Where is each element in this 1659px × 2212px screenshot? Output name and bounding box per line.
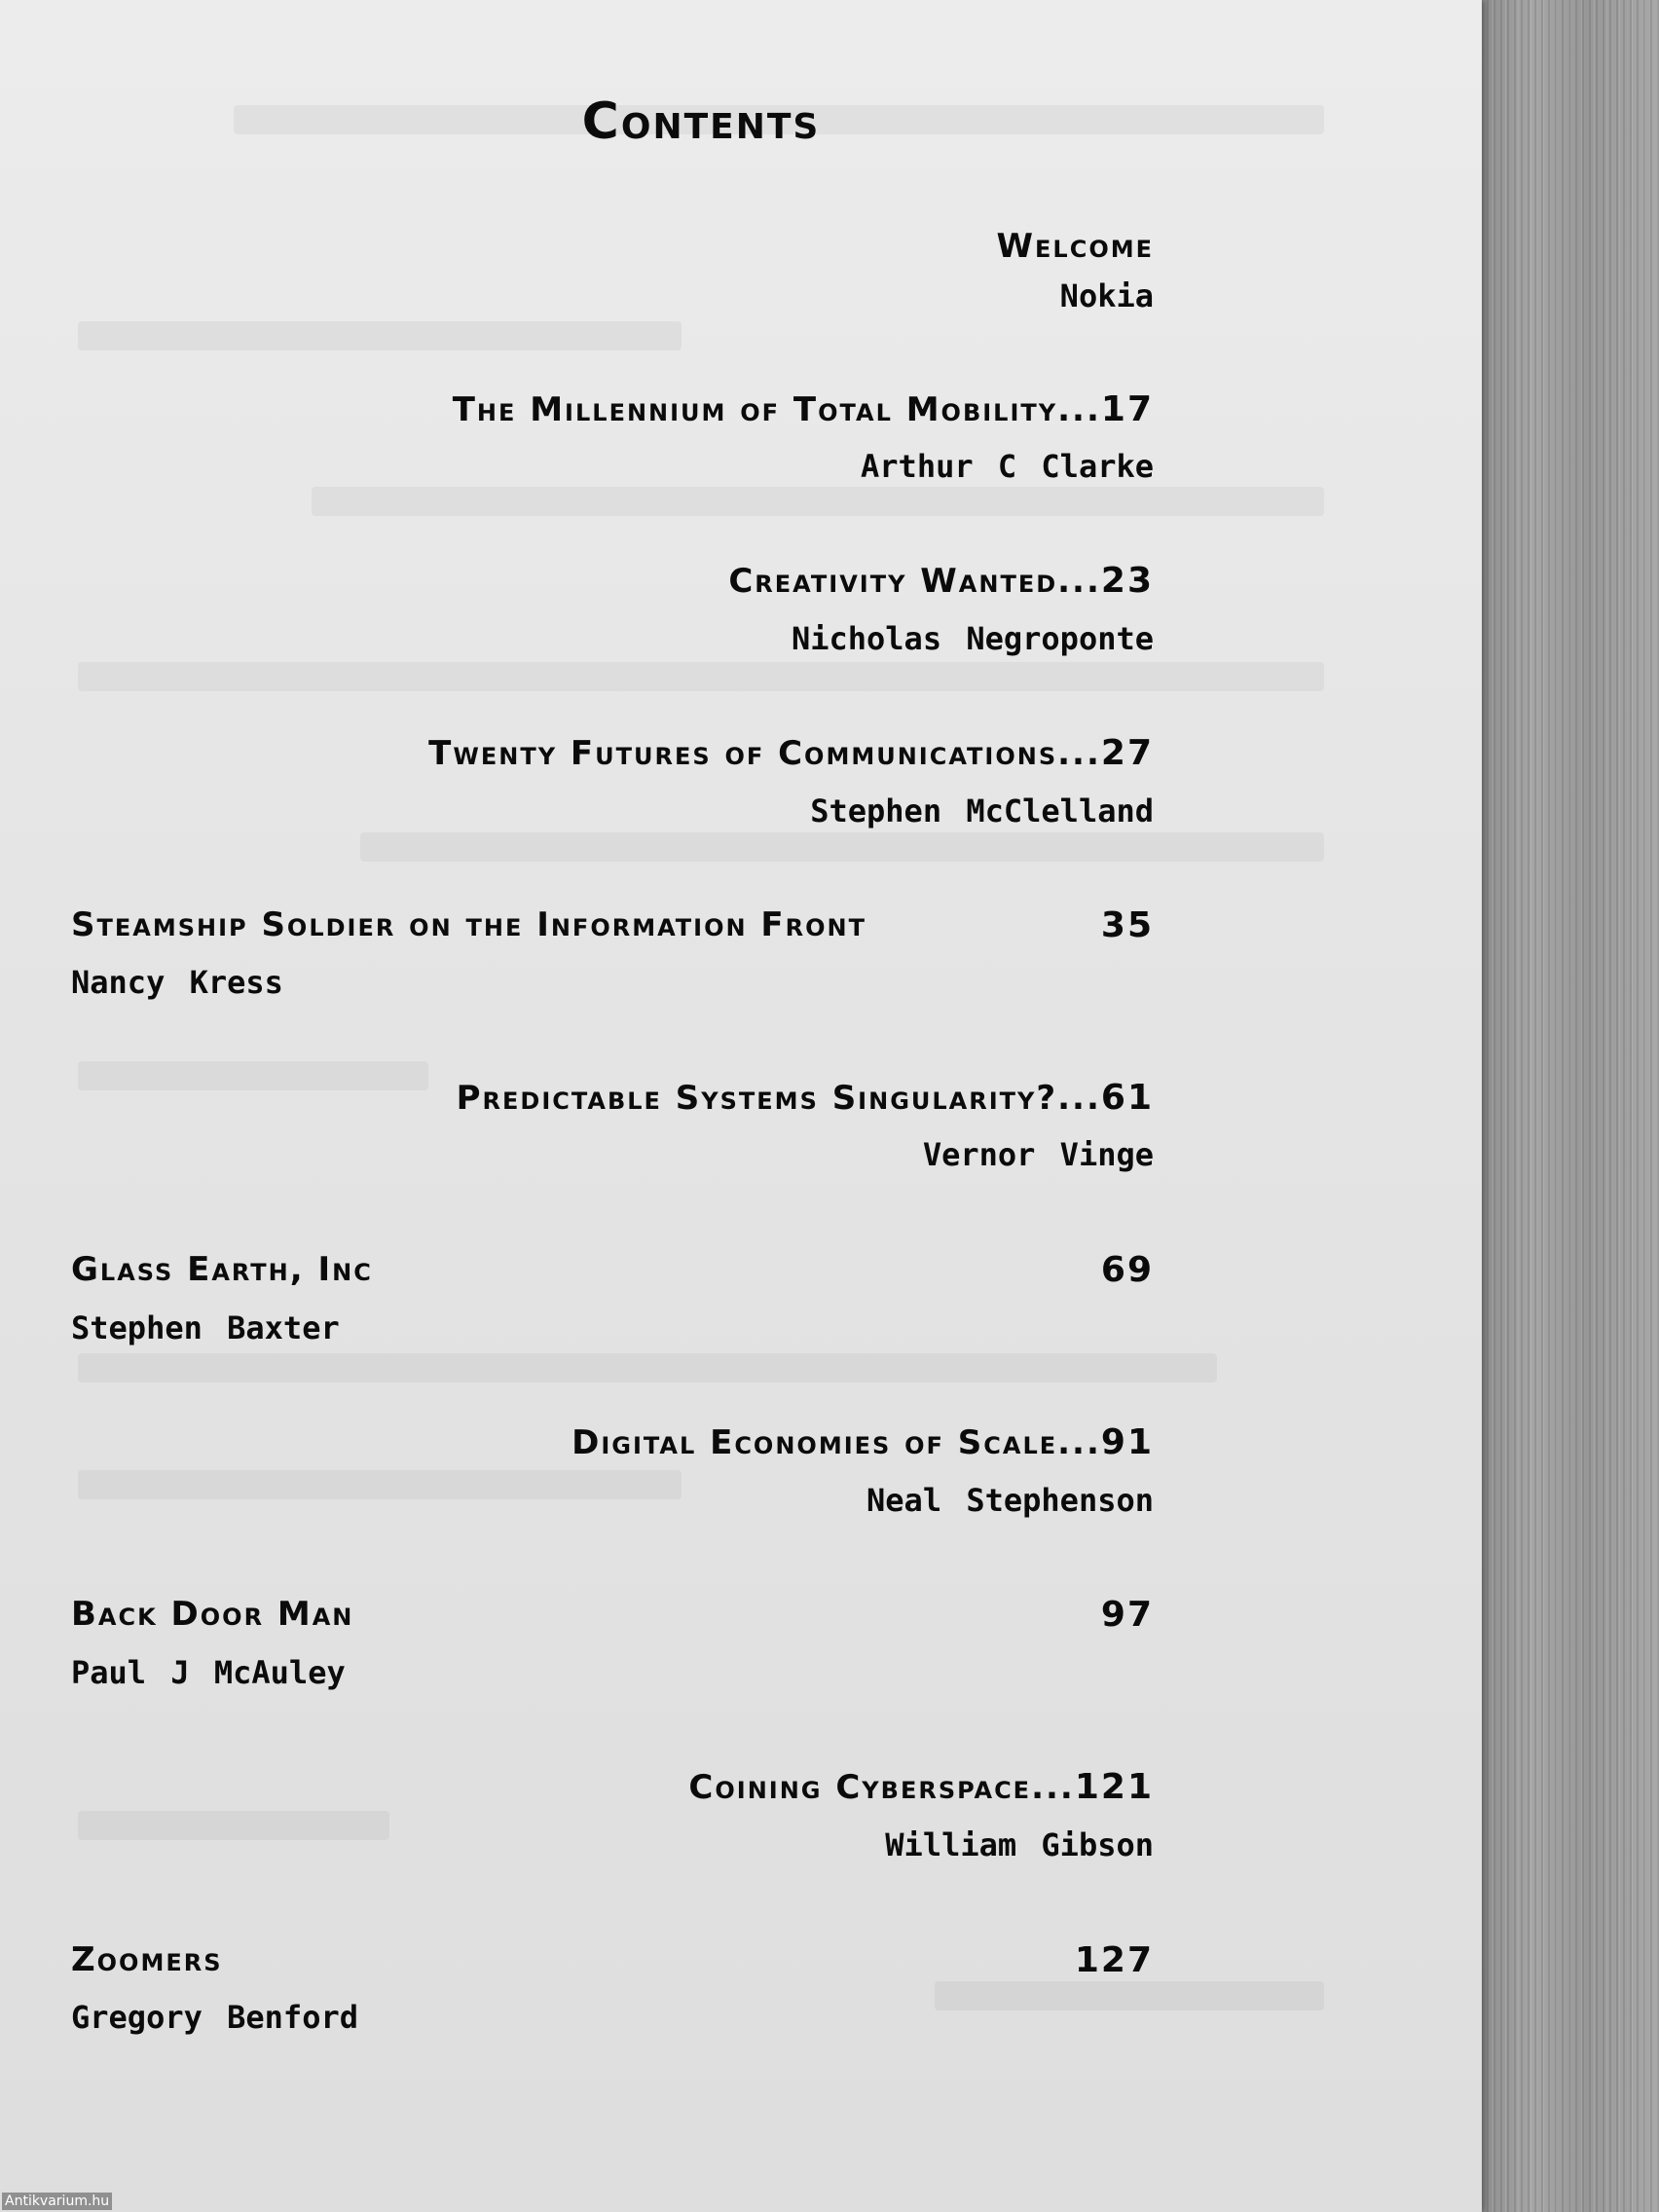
entry-author: Vernor Vinge bbox=[922, 1136, 1154, 1173]
entry-author: Nancy Kress bbox=[71, 964, 283, 1001]
entry-page-number: 27 bbox=[1100, 733, 1154, 773]
entry-page-number: 17 bbox=[1100, 389, 1154, 429]
entry-author: Neal Stephenson bbox=[866, 1482, 1154, 1519]
entry-title: Welcome bbox=[996, 227, 1154, 266]
entry-title-text: Predictable Systems Singularity?... bbox=[456, 1079, 1101, 1118]
entry-title bbox=[457, 1078, 1154, 1118]
entry-page-number: 121 bbox=[1074, 1767, 1154, 1807]
show-through-text bbox=[78, 1353, 1217, 1382]
entry-title: Steamship Soldier on the Information Front bbox=[71, 905, 866, 944]
entry-page-number: 69 bbox=[1100, 1250, 1154, 1290]
entry-title bbox=[728, 561, 1154, 601]
entry-author: Arthur C Clarke bbox=[861, 448, 1154, 485]
entry-page-number: 35 bbox=[1100, 905, 1154, 945]
entry-title: Zoomers bbox=[71, 1940, 223, 1979]
entry-author: Stephen Baxter bbox=[71, 1309, 340, 1346]
page-heading: Contents bbox=[581, 92, 821, 151]
entry-page-number: 97 bbox=[1100, 1595, 1154, 1635]
entry-title: Glass Earth, Inc bbox=[71, 1250, 373, 1289]
entry-author: Nokia bbox=[1059, 277, 1154, 314]
entry-title-text: Twenty Futures of Communications... bbox=[428, 734, 1101, 773]
wood-surface bbox=[1480, 0, 1659, 2212]
entry-page-number: 61 bbox=[1100, 1078, 1154, 1118]
watermark-label: Antikvarium.hu bbox=[2, 2193, 112, 2210]
show-through-text bbox=[78, 1470, 682, 1499]
entry-author: Stephen McClelland bbox=[810, 793, 1154, 830]
entry-title-text: Digital Economies of Scale... bbox=[571, 1423, 1101, 1462]
entry-title-text: Coining Cyberspace... bbox=[688, 1768, 1075, 1807]
entry-title bbox=[453, 389, 1154, 429]
entry-title-text: The Millennium of Total Mobility... bbox=[452, 390, 1101, 429]
entry-author: Nicholas Negroponte bbox=[791, 620, 1154, 657]
entry-title: Back Door Man bbox=[71, 1595, 354, 1634]
entry-title-text: Creativity Wanted... bbox=[728, 562, 1101, 601]
entry-page-number: 91 bbox=[1100, 1422, 1154, 1462]
show-through-text bbox=[78, 662, 1324, 691]
show-through-text bbox=[935, 1981, 1324, 2010]
entry-title bbox=[688, 1767, 1154, 1807]
entry-author: William Gibson bbox=[885, 1826, 1154, 1863]
show-through-text bbox=[78, 1811, 389, 1840]
entry-page-number: 23 bbox=[1100, 561, 1154, 601]
entry-author: Gregory Benford bbox=[71, 1999, 358, 2036]
show-through-text bbox=[78, 1061, 428, 1090]
entry-author: Paul J McAuley bbox=[71, 1654, 346, 1691]
entry-title bbox=[428, 733, 1154, 773]
show-through-text bbox=[78, 321, 682, 350]
show-through-text bbox=[360, 832, 1324, 862]
entry-page-number: 127 bbox=[1074, 1940, 1154, 1980]
show-through-text bbox=[312, 487, 1324, 516]
entry-title bbox=[571, 1422, 1154, 1462]
